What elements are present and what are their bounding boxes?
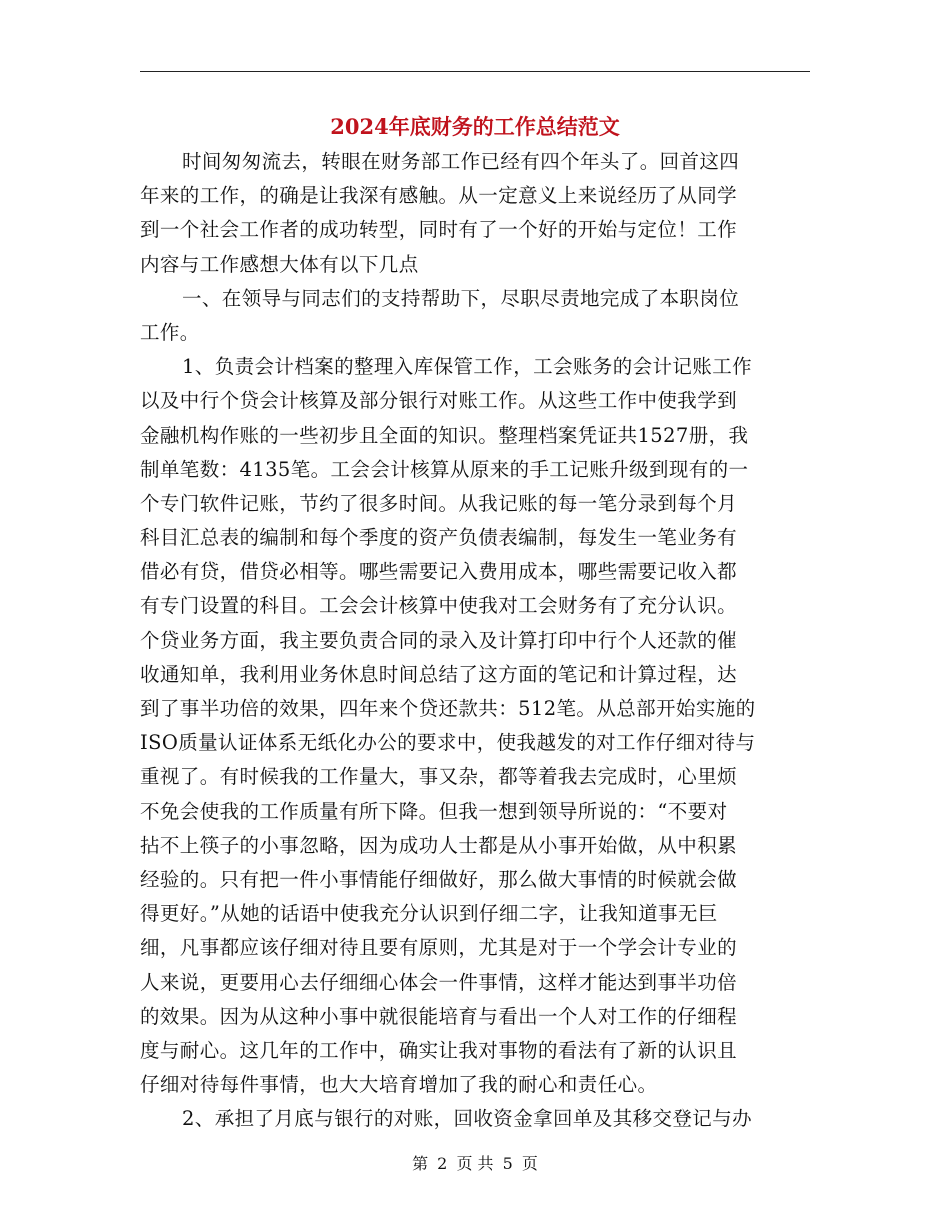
page-footer	[0, 1153, 950, 1175]
footer-total-pages: 5	[502, 1154, 513, 1173]
text-line: ISO质量认证体系无纸化办公的要求中，使我越发的对工作仔细对待与	[140, 731, 756, 755]
text-line: 个贷业务方面，我主要负责合同的录入及计算打印中行个人还款的催	[140, 628, 738, 652]
text-line: 拈不上筷子的小事忽略，因为成功人士都是从小事开始做，从中积累	[140, 833, 738, 857]
text-line: 收通知单，我利用业务休息时间总结了这方面的笔记和计算过程，达	[140, 662, 738, 686]
text-line: 不免会使我的工作质量有所下降。但我一想到领导所说的：“不要对	[140, 799, 728, 823]
text-line: 金融机构作账的一些初步且全面的知识。整理档案凭证共1527册，我	[140, 423, 749, 447]
text-line: 度与耐心。这几年的工作中，确实让我对事物的看法有了新的认识且	[140, 1038, 738, 1062]
text-line: 年来的工作，的确是让我深有感触。从一定意义上来说经历了从同学	[140, 184, 738, 208]
text-line: 重视了。有时候我的工作量大，事又杂，都等着我去完成时，心里烦	[140, 765, 738, 789]
text-line: 的效果。因为从这种小事中就很能培育与看出一个人对工作的仔细程	[140, 1004, 738, 1028]
footer-middle: 页 共	[456, 1154, 494, 1173]
text-line: 制单笔数：4135笔。工会会计核算从原来的手工记账升级到现有的一	[140, 457, 749, 481]
footer-prefix: 第	[412, 1154, 429, 1173]
document-title: 2024年底财务的工作总结范文	[330, 114, 620, 139]
text-line: 到一个社会工作者的成功转型，同时有了一个好的开始与定位！工作	[140, 218, 738, 242]
text-line: 人来说，更要用心去仔细细心体会一件事情，这样才能达到事半功倍	[140, 970, 738, 994]
text-line: 以及中行个贷会计核算及部分银行对账工作。从这些工作中使我学到	[140, 389, 738, 413]
text-line: 一、在领导与同志们的支持帮助下，尽职尽责地完成了本职岗位	[182, 286, 740, 310]
header-rule	[140, 71, 810, 72]
text-line: 工作。	[140, 320, 200, 344]
text-line: 2、承担了月底与银行的对账，回收资金拿回单及其移交登记与办	[182, 1107, 753, 1131]
text-line: 细，凡事都应该仔细对待且要有原则，尤其是对于一个学会计专业的	[140, 936, 738, 960]
text-line: 经验的。只有把一件小事情能仔细做好，那么做大事情的时候就会做	[140, 867, 738, 891]
footer-page-number: 2	[437, 1154, 448, 1173]
text-line: 仔细对待每件事情，也大大培育增加了我的耐心和责任心。	[140, 1073, 658, 1097]
text-line: 个专门软件记账，节约了很多时间。从我记账的每一笔分录到每个月	[140, 491, 738, 515]
footer-suffix: 页	[521, 1154, 538, 1173]
text-line: 借必有贷，借贷必相等。哪些需要记入费用成本，哪些需要记收入都	[140, 560, 738, 584]
text-line: 到了事半功倍的效果，四年来个贷还款共：512笔。从总部开始实施的	[140, 697, 756, 720]
text-line: 时间匆匆流去，转眼在财务部工作已经有四个年头了。回首这四	[182, 150, 740, 173]
document-body	[140, 145, 810, 1136]
text-line: 科目汇总表的编制和每个季度的资产负债表编制，每发生一笔业务有	[140, 526, 738, 550]
text-line: 1、负责会计档案的整理入库保管工作，工会账务的会计记账工作	[182, 355, 753, 379]
text-line: 有专门设置的科目。工会会计核算中使我对工会财务有了充分认识。	[140, 594, 738, 618]
text-line: 内容与工作感想大体有以下几点	[140, 252, 419, 276]
text-line: 得更好。”从她的话语中使我充分认识到仔细二字，让我知道事无巨	[140, 902, 718, 926]
